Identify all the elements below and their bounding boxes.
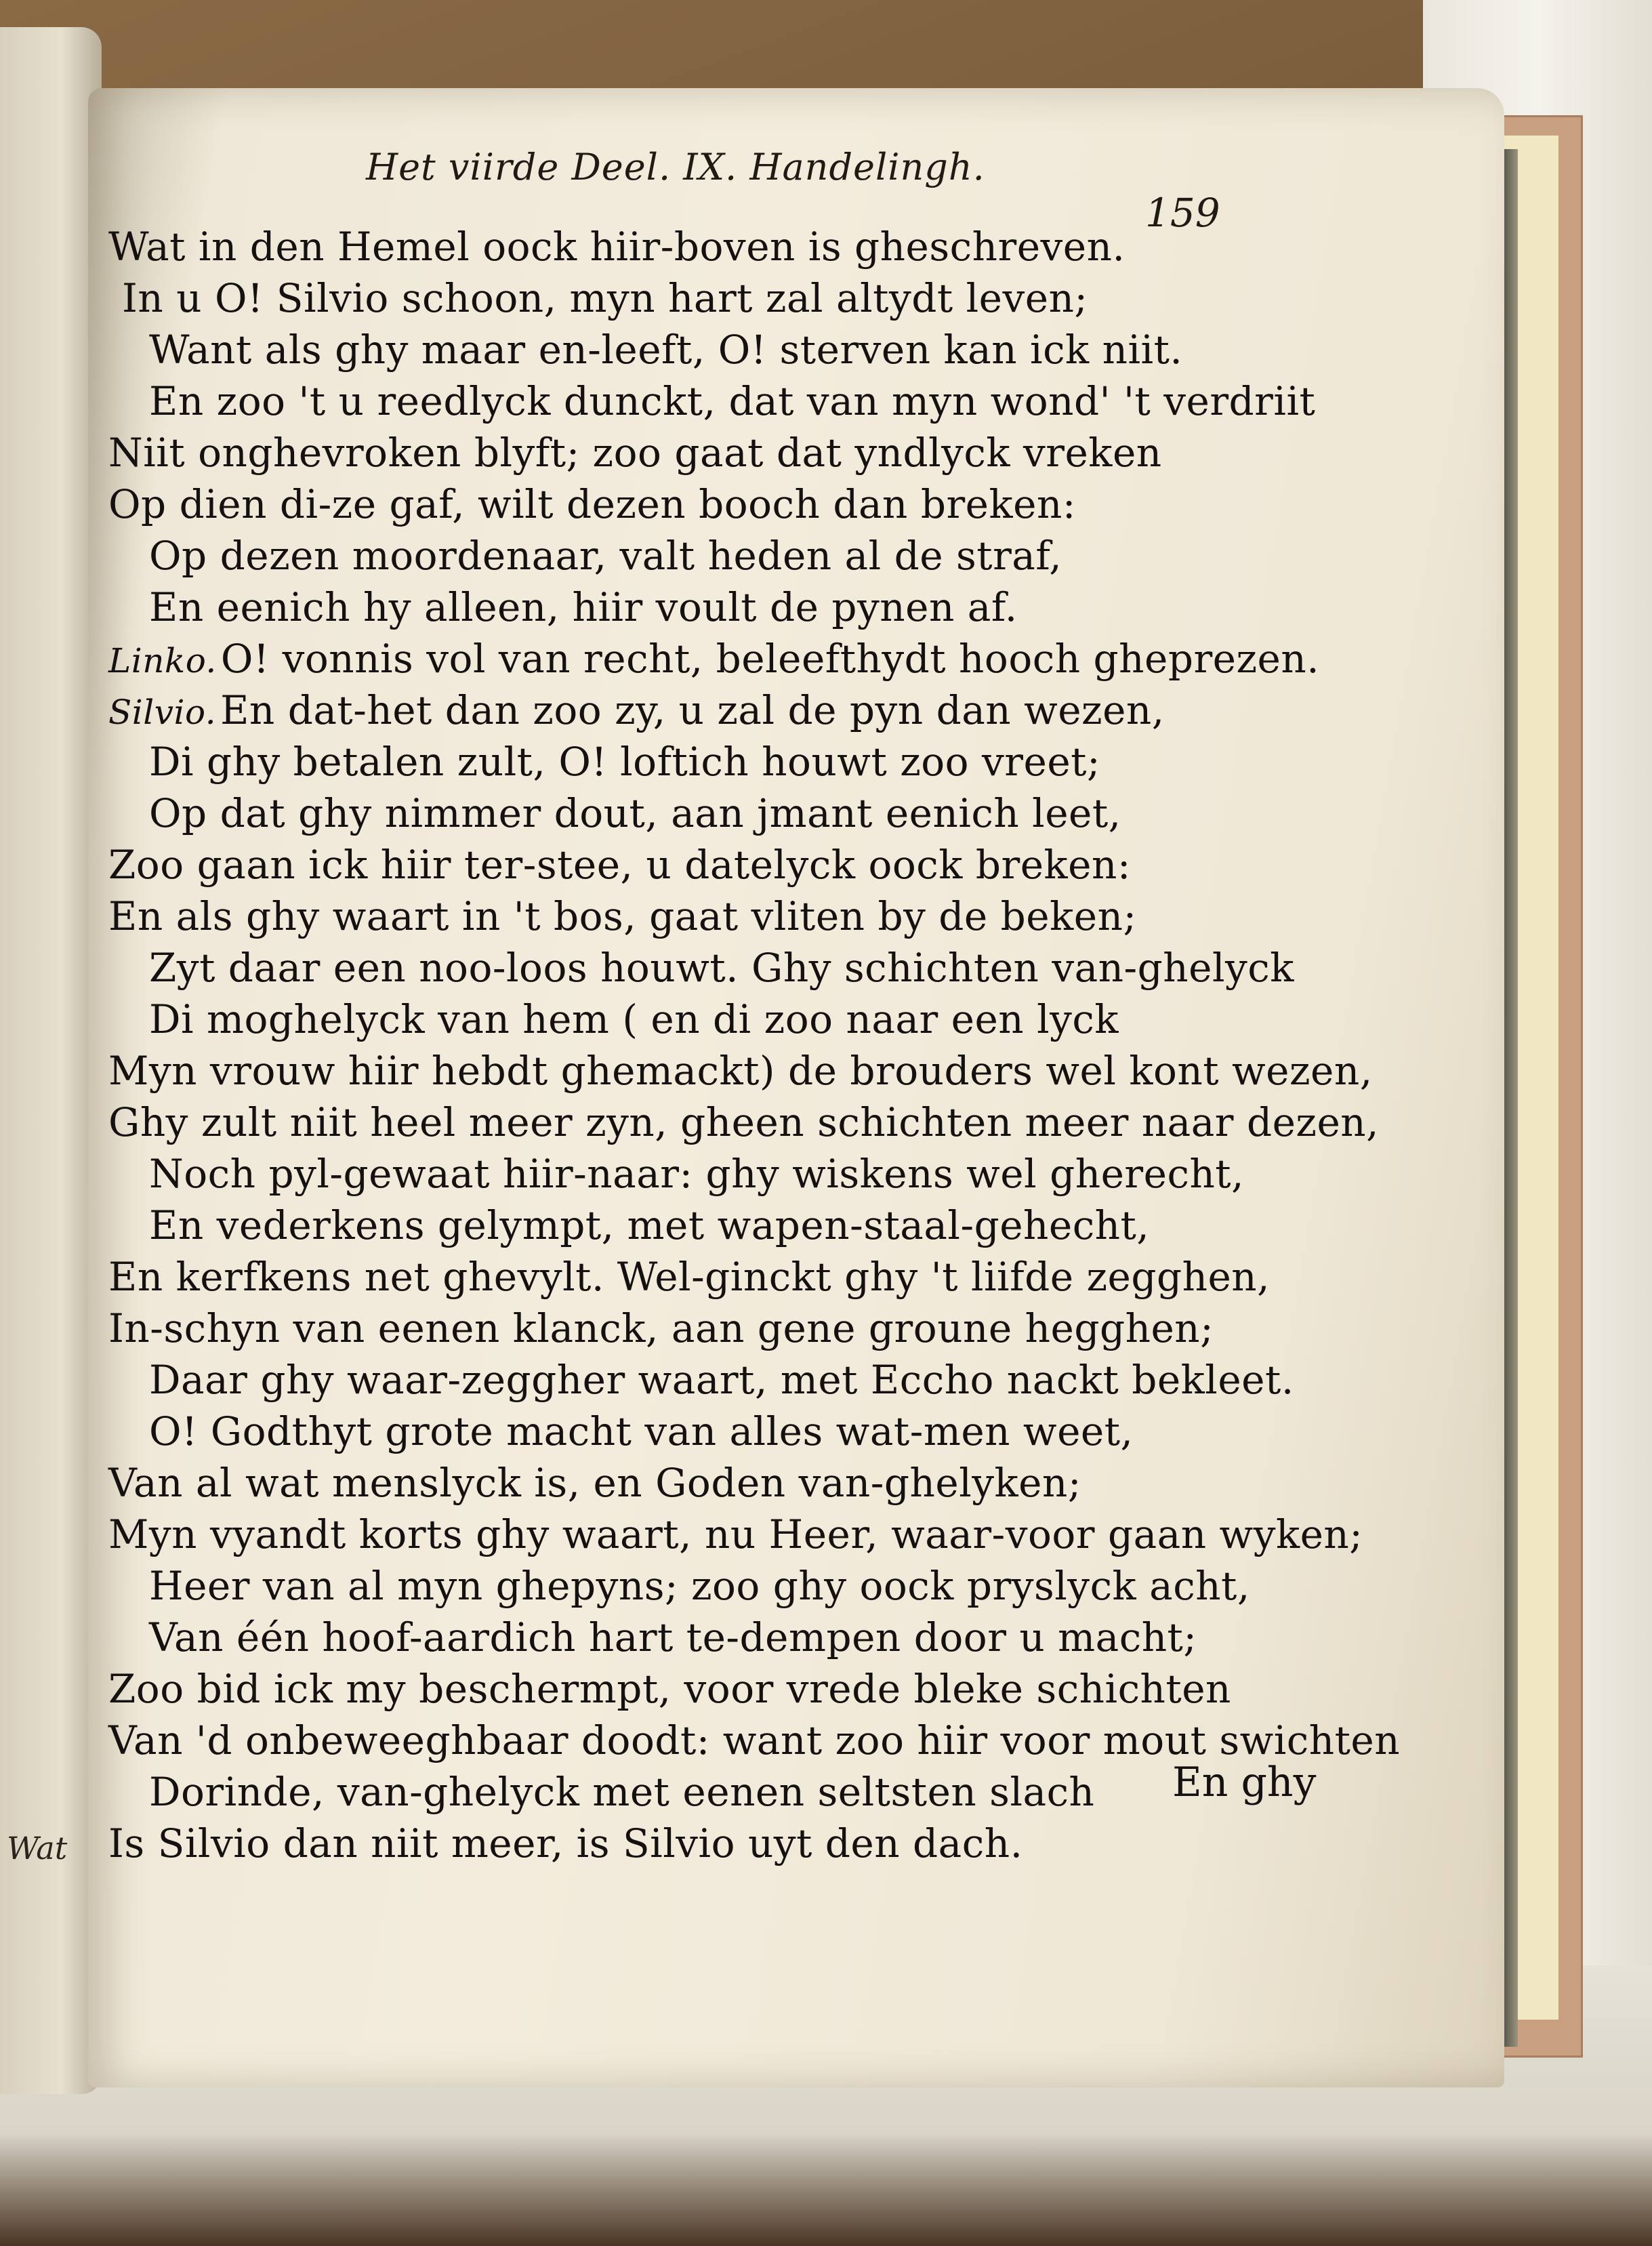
- verse-line: [149, 1357, 1294, 1403]
- verse-line: [149, 533, 1062, 579]
- verse-line: [108, 1717, 1400, 1763]
- verse-text: Niit onghevroken blyft; zoo gaat dat yndlyck vreken: [108, 430, 1162, 476]
- verse-text: Di ghy betalen zult, O! loftich houwt zoo vreet;: [149, 739, 1101, 785]
- verse-text: En dat-het dan zoo zy, u zal de pyn dan wezen,: [220, 687, 1165, 733]
- verse-line: [108, 1666, 1231, 1712]
- verse-line: [108, 687, 1165, 733]
- verse-text: In u O! Silvio schoon, myn hart zal altydt leven;: [122, 275, 1088, 321]
- verse-line: [149, 327, 1182, 373]
- verse-line: [108, 481, 1076, 527]
- catchword: En ghy: [1172, 1759, 1317, 1806]
- verse-text: En als ghy waart in 't bos, gaat vliten by de beken;: [108, 893, 1137, 939]
- verse-text: O! vonnis vol van recht, beleefthydt hooch gheprezen.: [220, 636, 1320, 682]
- speaker-label: Silvio.: [108, 693, 217, 732]
- verse-line: [108, 430, 1162, 476]
- verse-line: [149, 1769, 1094, 1815]
- verse-text: Ghy zult niit heel meer zyn, gheen schichten meer naar dezen,: [108, 1099, 1380, 1145]
- verse-line: [149, 790, 1121, 836]
- verse-text: Op dezen moordenaar, valt heden al de straf,: [149, 533, 1062, 579]
- verse-text: Heer van al myn ghepyns; zoo ghy oock pryslyck acht,: [149, 1563, 1250, 1609]
- verse-line: [108, 636, 1319, 682]
- running-head: Het viirde Deel. IX. Handelingh.: [366, 146, 985, 188]
- verse-text: Zoo bid ick my beschermpt, voor vrede bleke schichten: [108, 1666, 1231, 1712]
- verse-line: [108, 893, 1137, 939]
- verse-text: Daar ghy waar-zeggher waart, met Eccho nackt bekleet.: [149, 1357, 1294, 1403]
- verse-line: [149, 1202, 1149, 1248]
- verse-line: [108, 1254, 1270, 1300]
- verse-line: [149, 1614, 1197, 1660]
- left-page-fragment: Wat: [7, 1830, 68, 1866]
- verse-text: O! Godthyt grote macht van alles wat-men weet,: [149, 1408, 1134, 1454]
- speaker-label: Linko.: [108, 641, 217, 680]
- verse-line: [149, 739, 1100, 785]
- verse-text: Wat in den Hemel oock hiir-boven is gheschreven.: [108, 224, 1126, 270]
- left-page: [0, 27, 102, 2094]
- verse-line: [108, 224, 1125, 270]
- verse-text: Van 'd onbeweeghbaar doodt: want zoo hiir voor mout swichten: [108, 1717, 1401, 1763]
- verse-text: Is Silvio dan niit meer, is Silvio uyt den dach.: [108, 1820, 1023, 1866]
- verse-line: [149, 584, 1018, 630]
- verse-text: Want als ghy maar en-leeft, O! sterven kan ick niit.: [149, 327, 1183, 373]
- verse-text: Op dat ghy nimmer dout, aan jmant eenich leet,: [149, 790, 1121, 836]
- verse-line: [108, 1048, 1373, 1094]
- verse-line: [108, 842, 1131, 888]
- verse-text: En eenich hy alleen, hiir voult de pynen af.: [149, 584, 1018, 630]
- verse-text: En kerfkens net ghevylt. Wel-ginckt ghy 't liifde zegghen,: [108, 1254, 1271, 1300]
- verse-text: Op dien di-ze gaf, wilt dezen booch dan breken:: [108, 481, 1076, 527]
- verse-line: [108, 1305, 1214, 1351]
- verse-text: Myn vrouw hiir hebdt ghemackt) de brouders wel kont wezen,: [108, 1048, 1373, 1094]
- verse-line: [149, 1563, 1250, 1609]
- verse-text: Zoo gaan ick hiir ter-stee, u datelyck oock breken:: [108, 842, 1131, 888]
- verse-text: Van al wat menslyck is, en Goden van-ghelyken;: [108, 1460, 1081, 1506]
- verse-line: [149, 378, 1315, 424]
- verse-text: Van één hoof-aardich hart te-dempen door u macht;: [149, 1614, 1197, 1660]
- verse-line: [108, 1099, 1379, 1145]
- verse-line: [108, 1511, 1363, 1557]
- verse-line: [149, 945, 1294, 991]
- page-number: 159: [1145, 190, 1220, 236]
- verse-line: [149, 1408, 1133, 1454]
- verse-text: In-schyn van eenen klanck, aan gene groune hegghen;: [108, 1305, 1214, 1351]
- verse-line: [122, 275, 1088, 321]
- verse-text: Di moghelyck van hem ( en di zoo naar een lyck: [149, 996, 1119, 1042]
- verse-text: Myn vyandt korts ghy waart, nu Heer, waar-voor gaan wyken;: [108, 1511, 1363, 1557]
- verse-text: Dorinde, van-ghelyck met eenen seltsten slach: [149, 1769, 1095, 1815]
- verse-line: [149, 996, 1119, 1042]
- verse-text: Noch pyl-gewaat hiir-naar: ghy wiskens wel gherecht,: [149, 1151, 1245, 1197]
- verse-line: [108, 1820, 1023, 1866]
- verse-text: Zyt daar een noo-loos houwt. Ghy schichten van-ghelyck: [149, 945, 1294, 991]
- verse-text: En zoo 't u reedlyck dunckt, dat van myn wond' 't verdriit: [149, 378, 1316, 424]
- verse-line: [149, 1151, 1244, 1197]
- verse-text: En vederkens gelympt, met wapen-staal-gehecht,: [149, 1202, 1150, 1248]
- verse-line: [108, 1460, 1081, 1506]
